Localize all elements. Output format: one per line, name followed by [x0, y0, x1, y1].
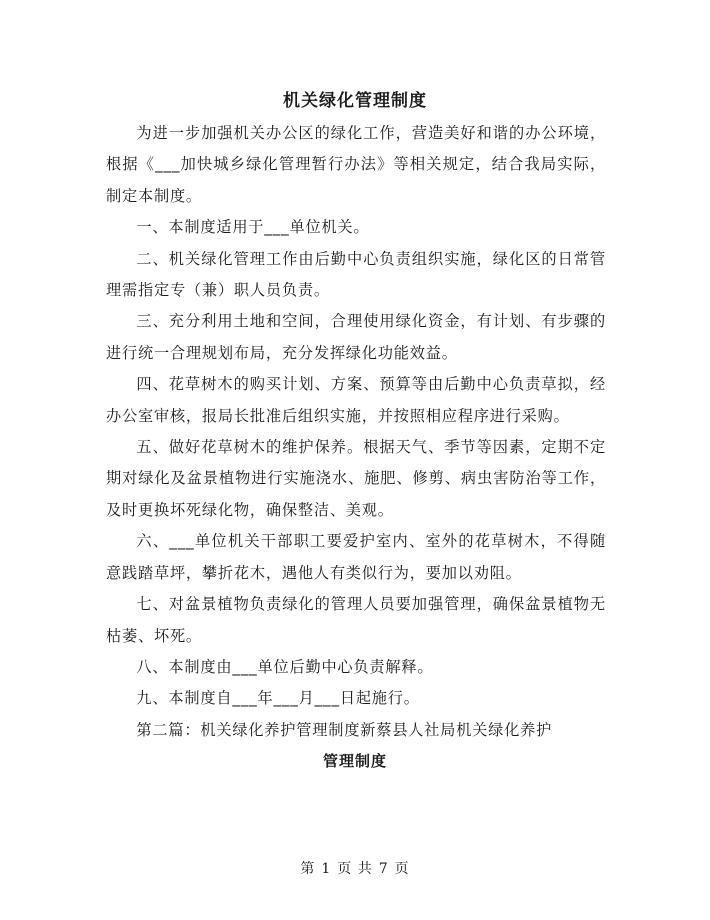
- paragraph-intro: 为进一步加强机关办公区的绿化工作，营造美好和谐的办公环境，根据《___加快城乡绿化管理暂行办法》等相关规定，结合我局实际，制定本制度。: [106, 124, 606, 205]
- paragraph-article-7: 七、对盆景植物负责绿化的管理人员要加强管理，确保盆景植物无枯萎、坏死。: [106, 595, 606, 645]
- paragraph-article-9: 九、本制度自___年___月___日起施行。: [136, 689, 420, 708]
- paragraph-article-3: 三、充分利用土地和空间，合理使用绿化资金，有计划、有步骤的进行统一合理规划布局，充分发挥绿化功能效益。: [106, 312, 606, 362]
- paragraph-second-chapter: 第二篇：机关绿化养护管理制度新蔡县人社局机关绿化养护: [136, 720, 553, 739]
- document-title: 机关绿化管理制度: [283, 91, 427, 111]
- footer-suffix: 页: [394, 861, 410, 877]
- paragraph-article-2: 二、机关绿化管理工作由后勤中心负责组织实施，绿化区的日常管理需指定专（兼）职人员负责。: [106, 249, 606, 300]
- paragraph-article-6: 六、___单位机关干部职工要爱护室内、室外的花草树木，不得随意践踏草坪，攀折花木，遇他人有类似行为，要加以劝阻。: [106, 532, 606, 582]
- paragraph-article-8: 八、本制度由___单位后勤中心负责解释。: [136, 657, 434, 676]
- document-body: [106, 118, 606, 746]
- footer-page-number: 1: [321, 861, 332, 877]
- paragraph-article-4: 四、花草树木的购买计划、方案、预算等由后勤中心负责草拟，经办公室审核，报局长批准后组织实施，并按照相应程序进行采购。: [106, 375, 606, 425]
- section-subtitle: 管理制度: [322, 752, 387, 770]
- paragraph-article-5: 五、做好花草树木的维护保养。根据天气、季节等因素，定期不定期对绿化及盆景植物进行实施浇水、施肥、修剪、病虫害防治等工作，及时更换坏死绿化物，确保整洁、美观。: [106, 438, 606, 519]
- footer-middle: 页 共: [337, 861, 373, 877]
- paragraph-article-1: 一、本制度适用于___单位机关。: [136, 218, 370, 237]
- page-footer: [0, 858, 710, 878]
- footer-total-pages: 7: [378, 861, 389, 877]
- footer-prefix: 第: [300, 861, 316, 877]
